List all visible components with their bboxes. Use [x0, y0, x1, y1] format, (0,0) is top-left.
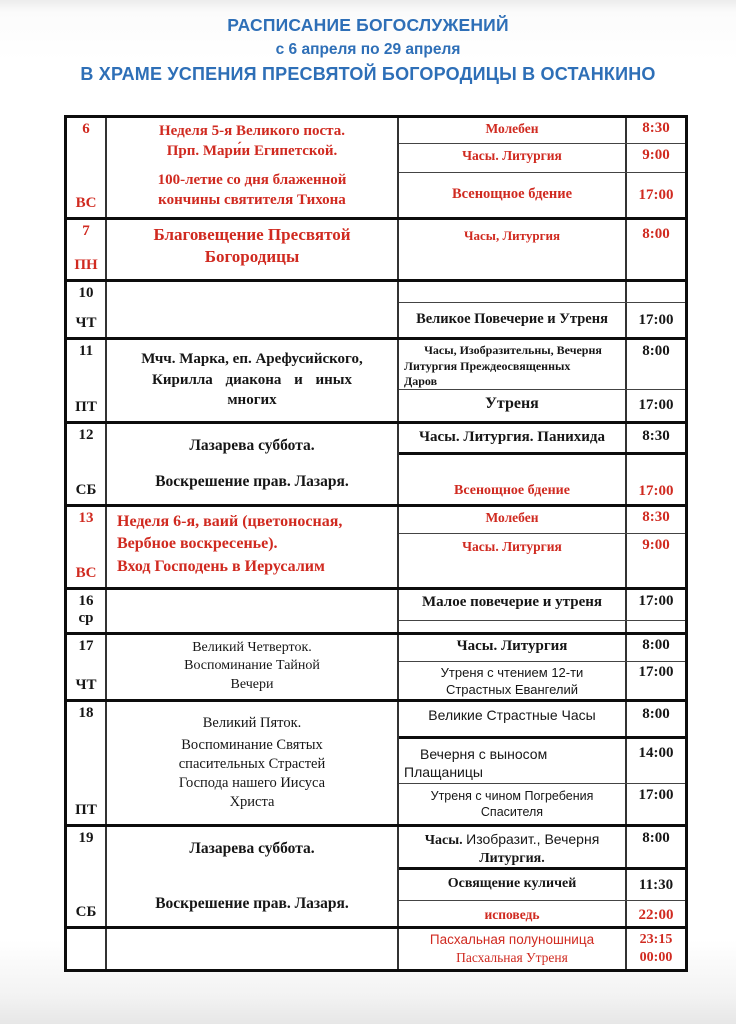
date-cell: [67, 118, 107, 217]
date-number: 11: [78, 343, 94, 359]
service-label-line: Часы. Литургия: [456, 638, 568, 654]
services-cell: [399, 424, 685, 504]
service-label-line: Даров: [404, 374, 438, 389]
date-cell: [67, 827, 107, 926]
service-label: [399, 424, 625, 452]
service-subrow: [399, 590, 685, 621]
description-block: [117, 511, 394, 578]
description-line: Господа нашего Иисуса: [178, 774, 326, 791]
service-label-line: Плащаницы: [404, 764, 483, 781]
service-time: [625, 870, 685, 900]
services-cell: [399, 507, 685, 587]
date-number: 12: [78, 427, 94, 443]
date-day: ПН: [74, 257, 98, 273]
date-day: ВС: [75, 195, 97, 211]
service-label: [399, 118, 625, 143]
table-row-apr-12-sat: [67, 424, 685, 507]
service-subrow: [399, 390, 685, 421]
service-time-line: 00:00: [639, 950, 673, 966]
service-label-line: [402, 830, 622, 850]
date-cell: [67, 590, 107, 632]
service-time-line: 8:00: [642, 226, 670, 242]
service-label-line: Часы, Литургия: [463, 228, 560, 243]
service-label: [399, 662, 625, 699]
service-time-line: 22:00: [638, 907, 674, 923]
service-label-line: Спасителя: [480, 805, 544, 820]
service-label: [399, 635, 625, 661]
service-subrow: [399, 455, 685, 504]
date-number: 13: [78, 510, 94, 526]
service-time-line: 9:00: [642, 147, 670, 163]
service-label-line: Освящение куличей: [447, 875, 577, 891]
services-cell: [399, 929, 685, 969]
description-block: [110, 736, 394, 813]
service-label-line: Великие Страстные Часы: [428, 707, 596, 723]
service-time: [625, 282, 685, 302]
service-label: [399, 702, 625, 736]
text-segment: Часы.: [424, 833, 467, 848]
service-label-line: Всенощное бдение: [451, 185, 573, 202]
service-label-line: Великое Повечерие и Утреня: [416, 310, 608, 327]
service-time: [625, 827, 685, 867]
service-label-line: Литургия Преждеосвященных: [404, 358, 571, 373]
service-time: [625, 424, 685, 452]
date-cell: [67, 929, 107, 969]
date-cell: [67, 340, 107, 421]
service-label-line: Молебен: [485, 510, 539, 525]
description-block: [110, 472, 394, 492]
services-cell: [399, 118, 685, 217]
service-subrow: [399, 303, 685, 337]
service-label: [399, 870, 625, 900]
service-time-line: 17:00: [638, 483, 674, 499]
schedule-date-range: с 6 апреля по 29 апреля: [275, 41, 461, 58]
table-row-easter-night: [67, 929, 685, 969]
description-line: Христа: [229, 793, 275, 810]
table-row-apr-17-thu: [67, 635, 685, 702]
description-line: Неделя 5-я Великого поста.: [159, 123, 345, 139]
service-label: [399, 144, 625, 172]
description-block: [110, 224, 394, 269]
service-time-line: 9:00: [642, 537, 670, 553]
description-cell: [107, 827, 399, 926]
service-subrow: [399, 340, 685, 390]
description-line: кончины святителя Тихона: [158, 192, 346, 209]
service-label: [399, 303, 625, 337]
service-time: [625, 340, 685, 389]
description-block: [110, 171, 394, 211]
service-time-line: 8:00: [642, 706, 670, 722]
church-name: В ХРАМЕ УСПЕНИЯ ПРЕСВЯТОЙ БОГОРОДИЦЫ В ОСТАНКИНО: [80, 64, 656, 84]
service-subrow: [399, 507, 685, 534]
service-label-line: Часы. Литургия. Панихида: [419, 429, 605, 445]
services-cell: [399, 220, 685, 279]
description-cell: [107, 340, 399, 421]
service-time: [625, 739, 685, 783]
description-block: [110, 436, 394, 456]
services-cell: [399, 282, 685, 337]
description-cell: [107, 118, 399, 217]
service-time-line: 17:00: [638, 664, 674, 680]
description-line: Неделя 6-я, ваий (цветоносная,: [117, 513, 343, 530]
description-block: [110, 122, 394, 162]
description-line: Воспоминание Тайной: [184, 658, 320, 674]
service-label: [399, 507, 625, 533]
service-time-line: 8:30: [642, 120, 670, 136]
service-label-line: Молебен: [485, 121, 539, 136]
table-row-apr-13-sun: [67, 507, 685, 590]
service-label-line: Утреня с чтением 12-ти: [440, 665, 584, 680]
service-time-line: 8:00: [642, 343, 670, 359]
description-line: Вербное воскресенье).: [117, 535, 278, 553]
service-subrow: [399, 118, 685, 144]
description-cell: [107, 220, 399, 279]
service-label-line: Всенощное бдение: [454, 482, 570, 498]
service-time-line: 14:00: [638, 745, 674, 761]
services-cell: [399, 340, 685, 421]
date-day: ср: [78, 610, 94, 626]
date-number: 10: [78, 285, 94, 301]
description-line: многих: [227, 392, 277, 409]
date-cell: [67, 702, 107, 824]
service-label: [399, 827, 625, 867]
service-time-line: 8:00: [642, 830, 670, 846]
date-day: СБ: [75, 904, 97, 920]
service-subrow: [399, 784, 685, 824]
service-time: [625, 901, 685, 926]
service-label: [399, 929, 625, 969]
description-line: Вечери: [230, 676, 274, 692]
service-label: [399, 621, 625, 632]
service-subrow: [399, 424, 685, 455]
description-line: Благовещение Пресвятой: [153, 225, 351, 244]
service-subrow: [399, 144, 685, 173]
description-cell: [107, 635, 399, 699]
description-cell: [107, 507, 399, 587]
description-cell: [107, 282, 399, 337]
service-subrow: [399, 870, 685, 901]
description-cell: [107, 590, 399, 632]
service-subrow: [399, 901, 685, 926]
table-row-apr-6-sun: [67, 118, 685, 220]
service-label: [399, 455, 625, 504]
service-label-line: Вечерня с выносом: [420, 746, 548, 762]
description-line: Мчч. Марка, еп. Арефусийского,: [141, 351, 363, 367]
service-time-line: 17:00: [638, 311, 674, 328]
service-time: [625, 590, 685, 620]
date-day: СБ: [75, 482, 97, 498]
table-row-apr-18-fri: [67, 702, 685, 827]
description-block: [110, 839, 394, 859]
service-subrow: [399, 621, 685, 632]
service-time: [625, 507, 685, 533]
schedule-title: РАСПИСАНИЕ БОГОСЛУЖЕНИЙ: [227, 15, 509, 35]
service-time: [625, 702, 685, 736]
service-label: [399, 784, 625, 824]
description-line: Лазарева суббота.: [189, 437, 315, 454]
date-day: ЧТ: [75, 677, 97, 693]
date-cell: [67, 507, 107, 587]
date-cell: [67, 635, 107, 699]
date-cell: [67, 424, 107, 504]
service-label: [399, 390, 625, 421]
service-time: [625, 390, 685, 421]
service-label: [399, 173, 625, 217]
service-subrow: [399, 739, 685, 784]
table-row-apr-7-mon: [67, 220, 685, 282]
date-cell: [67, 282, 107, 337]
service-time: [625, 144, 685, 172]
service-label-line: исповедь: [484, 907, 540, 923]
service-subrow: [399, 282, 685, 303]
service-time: [625, 635, 685, 661]
service-time: [625, 455, 685, 504]
text-segment: Изобразит., Вечерня: [466, 831, 600, 847]
service-time-line: 23:15: [639, 932, 673, 947]
date-day: ПТ: [75, 399, 97, 415]
date-number: 19: [78, 830, 94, 846]
service-subrow: [399, 220, 685, 279]
table-row-apr-10-thu: [67, 282, 685, 340]
date-day: ВС: [75, 565, 97, 581]
service-label-line: Утреня: [485, 395, 539, 413]
service-subrow: [399, 929, 685, 969]
service-label: [399, 739, 625, 783]
services-cell: [399, 702, 685, 824]
service-label-line: Пасхальная Утреня: [456, 949, 568, 965]
service-subrow: [399, 173, 685, 217]
services-cell: [399, 635, 685, 699]
description-cell: [107, 424, 399, 504]
service-time-line: 8:00: [642, 637, 670, 653]
service-time-line: 8:30: [642, 428, 670, 444]
description-line: Кирилла диакона и иных: [151, 372, 353, 389]
date-number: 16: [78, 593, 94, 609]
description-line: Прп. Мари́и Египетской.: [166, 142, 338, 159]
date-number: 7: [82, 223, 90, 239]
service-label: [399, 282, 625, 302]
service-label-line: Пасхальная полуношница: [429, 932, 595, 947]
service-time: [625, 118, 685, 143]
service-time: [625, 303, 685, 337]
description-cell: [107, 702, 399, 824]
service-subrow: [399, 702, 685, 739]
service-label-line: Утреня с чином Погребения: [430, 789, 594, 803]
service-label-line: Литургия.: [479, 851, 545, 867]
description-line: Вход Господень в Иерусалим: [117, 557, 325, 575]
date-number: 6: [82, 121, 90, 137]
service-subrow: [399, 534, 685, 587]
date-number: 17: [78, 638, 94, 654]
service-time-line: 17:00: [638, 787, 674, 803]
date-number: 18: [78, 705, 94, 721]
service-time: [625, 662, 685, 699]
service-label-line: Страстных Евангелий: [445, 681, 579, 697]
service-time-line: 8:30: [642, 509, 670, 525]
service-time: [625, 534, 685, 587]
service-label: [399, 534, 625, 587]
service-subrow: [399, 827, 685, 870]
service-label-line: Малое повечерие и утреня: [422, 594, 602, 610]
description-block: [110, 894, 394, 914]
services-cell: [399, 590, 685, 632]
service-time: [625, 929, 685, 969]
service-subrow: [399, 662, 685, 699]
description-line: Воспоминание Святых: [181, 736, 323, 753]
service-subrow: [399, 635, 685, 662]
description-line: Великий Пяток.: [202, 715, 302, 731]
date-day: ПТ: [75, 802, 97, 818]
date-cell: [67, 220, 107, 279]
service-time: [625, 784, 685, 824]
description-block: [110, 371, 394, 411]
services-cell: [399, 827, 685, 926]
description-line: 100-летие со дня блаженной: [157, 172, 347, 189]
service-label: [399, 590, 625, 620]
service-label-line: Часы. Литургия: [462, 539, 562, 554]
schedule-table: [64, 115, 688, 972]
description-line: спасительных Страстей: [178, 755, 326, 772]
service-label-line: Часы, Изобразительны, Вечерня: [424, 343, 602, 357]
description-block: [110, 639, 394, 694]
table-row-apr-11-fri: [67, 340, 685, 424]
description-block: [110, 714, 394, 733]
page-header: [0, 0, 736, 88]
service-label: [399, 901, 625, 926]
service-label-line: Часы. Литургия: [462, 148, 562, 163]
date-day: ЧТ: [75, 315, 97, 331]
service-time-line: 11:30: [638, 876, 674, 893]
table-row-apr-16-wed: [67, 590, 685, 635]
description-line: Воскрешение прав. Лазаря.: [155, 472, 349, 490]
service-label: [399, 220, 625, 279]
description-line: Великий Четверток.: [192, 640, 312, 655]
service-time: [625, 220, 685, 279]
service-time-line: 17:00: [638, 186, 674, 203]
description-cell: [107, 929, 399, 969]
service-time: [625, 621, 685, 632]
service-label: [399, 340, 625, 389]
service-time-line: 17:00: [638, 397, 674, 413]
description-block: [110, 350, 394, 370]
service-time: [625, 173, 685, 217]
description-line: Лазарева суббота.: [189, 840, 315, 857]
table-row-apr-19-sat: [67, 827, 685, 929]
description-line: Богородицы: [204, 247, 300, 267]
description-line: Воскрешение прав. Лазаря.: [155, 894, 349, 912]
service-time-line: 17:00: [638, 593, 674, 609]
